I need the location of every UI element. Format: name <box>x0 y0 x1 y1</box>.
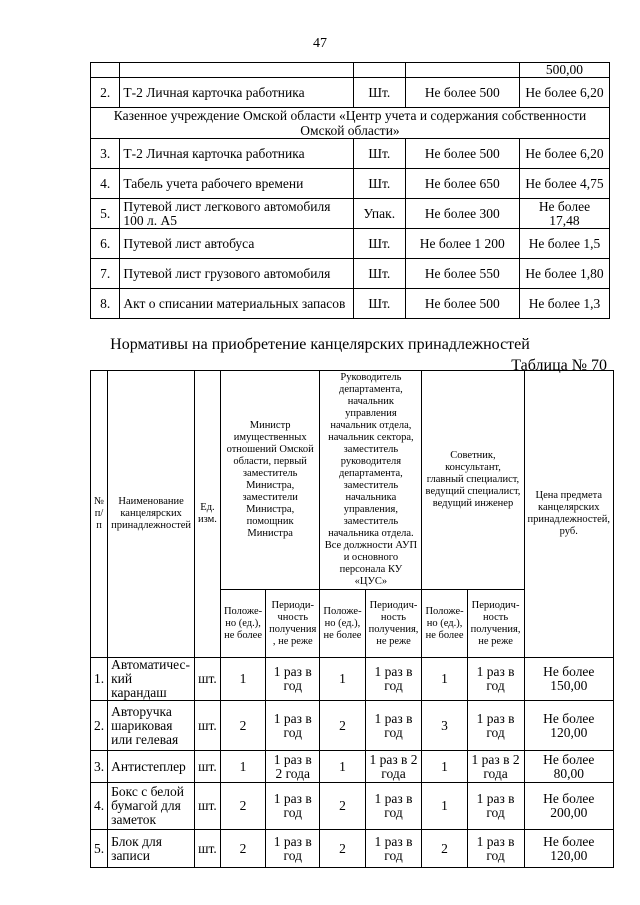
cell-unit: Шт. <box>354 139 406 169</box>
cell-qty: 2 <box>220 701 265 751</box>
cell-name: Путевой лист грузового автомобиля <box>120 259 354 289</box>
table-row <box>91 751 614 783</box>
cell-name: Т-2 Личная карточка работника <box>120 139 354 169</box>
cell-name: Табель учета рабочего времени <box>120 169 354 199</box>
cell-unit: Шт. <box>354 289 406 319</box>
cell-period: 1 раз в год <box>266 658 320 701</box>
cell-name <box>120 63 354 78</box>
cell-unit: Шт. <box>354 259 406 289</box>
table-row <box>91 701 614 751</box>
header-num: № п/п <box>91 371 108 658</box>
subheader-period: Периодич-ность получения, не реже <box>365 590 422 658</box>
cell-price: Не более 150,00 <box>524 658 614 701</box>
cell-unit: шт. <box>195 701 221 751</box>
cell-qty: 2 <box>220 783 265 830</box>
cell-name: Путевой лист автобуса <box>120 229 354 259</box>
header-unit: Ед. изм. <box>195 371 221 658</box>
cell-qty: 2 <box>320 783 365 830</box>
cell-qty: 1 <box>422 783 467 830</box>
cell-num <box>91 63 120 78</box>
table-forms <box>90 62 610 319</box>
cell-qty: Не более 500 <box>405 289 519 319</box>
cell-period: 1 раз в 2 года <box>365 751 422 783</box>
cell-qty: 1 <box>422 658 467 701</box>
table-row <box>91 169 610 199</box>
cell-num: 4. <box>91 169 120 199</box>
cell-price: Не более 1,80 <box>519 259 609 289</box>
cell-qty: 2 <box>320 701 365 751</box>
header-price: Цена предмета канцелярских принадлежностей, руб. <box>524 371 614 658</box>
cell-num: 2. <box>91 78 120 108</box>
cell-period: 1 раз в 2 года <box>266 751 320 783</box>
cell-price: Не более 4,75 <box>519 169 609 199</box>
table-row <box>91 199 610 229</box>
cell-num: 5. <box>91 830 108 868</box>
cell-num: 7. <box>91 259 120 289</box>
table-row <box>91 830 614 868</box>
cell-unit: шт. <box>195 658 221 701</box>
header-name: Наименование канцелярских принадлежностей <box>108 371 195 658</box>
cell-qty <box>405 63 519 78</box>
cell-num: 5. <box>91 199 120 229</box>
table-stationery-norms <box>90 370 614 868</box>
table-row <box>91 139 610 169</box>
cell-qty: 2 <box>220 830 265 868</box>
cell-unit: Шт. <box>354 78 406 108</box>
header-group-specialists: Советник, консультант, главный специалист, ведущий специалист, ведущий инженер <box>422 371 524 590</box>
cell-period: 1 раз в год <box>266 830 320 868</box>
cell-period: 1 раз в год <box>266 701 320 751</box>
cell-period: 1 раз в год <box>467 783 524 830</box>
subheader-period: Периоди-чность получения , не реже <box>266 590 320 658</box>
cell-period: 1 раз в год <box>266 783 320 830</box>
cell-unit: Шт. <box>354 169 406 199</box>
cell-qty: Не более 500 <box>405 78 519 108</box>
cell-price: Не более 120,00 <box>524 701 614 751</box>
cell-qty: 1 <box>220 658 265 701</box>
cell-qty: 3 <box>422 701 467 751</box>
cell-price: Не более 6,20 <box>519 78 609 108</box>
cell-period: 1 раз в 2 года <box>467 751 524 783</box>
cell-qty: Не более 550 <box>405 259 519 289</box>
cell-qty: 1 <box>220 751 265 783</box>
cell-name: Блок для записи <box>108 830 195 868</box>
cell-period: 1 раз в год <box>365 783 422 830</box>
cell-qty: 2 <box>422 830 467 868</box>
cell-period: 1 раз в год <box>365 701 422 751</box>
cell-qty: 1 <box>320 751 365 783</box>
cell-num: 3. <box>91 751 108 783</box>
cell-qty: Не более 1 200 <box>405 229 519 259</box>
cell-period: 1 раз в год <box>467 830 524 868</box>
cell-period: 1 раз в год <box>467 658 524 701</box>
cell-name: Т-2 Личная карточка работника <box>120 78 354 108</box>
cell-price: Не более 1,3 <box>519 289 609 319</box>
cell-qty: Не более 500 <box>405 139 519 169</box>
table-row <box>91 289 610 319</box>
cell-num: 1. <box>91 658 108 701</box>
cell-price: Не более 1,5 <box>519 229 609 259</box>
cell-qty: Не более 300 <box>405 199 519 229</box>
subheader-period: Периодич-ность получения, не реже <box>467 590 524 658</box>
table-row <box>91 78 610 108</box>
cell-name: Автоматичес-кий карандаш <box>108 658 195 701</box>
header-row <box>91 371 614 590</box>
table-number: Таблица № 70 <box>511 357 607 374</box>
table-row <box>91 259 610 289</box>
cell-unit: Упак. <box>354 199 406 229</box>
subheader-qty: Положе-но (ед.), не более <box>320 590 365 658</box>
page-number: 47 <box>313 36 327 51</box>
cell-unit: шт. <box>195 783 221 830</box>
cell-num: 8. <box>91 289 120 319</box>
cell-qty: 1 <box>422 751 467 783</box>
org-name: Казенное учреждение Омской области «Центр учета и содержания собственности Омской области» <box>91 108 610 139</box>
cell-price: Не более 120,00 <box>524 830 614 868</box>
section-title: Нормативы на приобретение канцелярских принадлежностей <box>110 336 530 353</box>
table-row <box>91 783 614 830</box>
cell-price: Не более 17,48 <box>519 199 609 229</box>
org-row <box>91 108 610 139</box>
subheader-qty: Положе-но (ед.), не более <box>220 590 265 658</box>
cell-price: Не более 6,20 <box>519 139 609 169</box>
cell-qty: 1 <box>320 658 365 701</box>
cell-name: Авторучка шариковая или гелевая <box>108 701 195 751</box>
cell-num: 2. <box>91 701 108 751</box>
cell-unit: шт. <box>195 830 221 868</box>
cell-period: 1 раз в год <box>365 830 422 868</box>
cell-period: 1 раз в год <box>467 701 524 751</box>
header-group-heads: Руководитель департамента, начальник управления начальник отдела, начальник сектора, заместитель руководителя департамента, заместитель начальника управления, заместитель начальника отдела. Все должности АУП и основного персонала КУ «ЦУС» <box>320 371 422 590</box>
cell-name: Путевой лист легкового автомобиля 100 л. А5 <box>120 199 354 229</box>
header-group-minister: Министр имущественных отношений Омской области, первый заместитель Министра, заместители Министра, помощник Министра <box>220 371 319 590</box>
cell-num: 4. <box>91 783 108 830</box>
cell-name: Антистеплер <box>108 751 195 783</box>
cell-price: Не более 200,00 <box>524 783 614 830</box>
cell-num: 3. <box>91 139 120 169</box>
cell-qty: 2 <box>320 830 365 868</box>
subheader-qty: Положе-но (ед.), не более <box>422 590 467 658</box>
cell-unit: Шт. <box>354 229 406 259</box>
cell-unit: шт. <box>195 751 221 783</box>
cell-name: Акт о списании материальных запасов <box>120 289 354 319</box>
cell-name: Бокс с белой бумагой для заметок <box>108 783 195 830</box>
table-row <box>91 63 610 78</box>
table-row <box>91 658 614 701</box>
cell-price: 500,00 <box>519 63 609 78</box>
table-row <box>91 229 610 259</box>
cell-unit <box>354 63 406 78</box>
cell-price: Не более 80,00 <box>524 751 614 783</box>
cell-qty: Не более 650 <box>405 169 519 199</box>
cell-num: 6. <box>91 229 120 259</box>
cell-period: 1 раз в год <box>365 658 422 701</box>
